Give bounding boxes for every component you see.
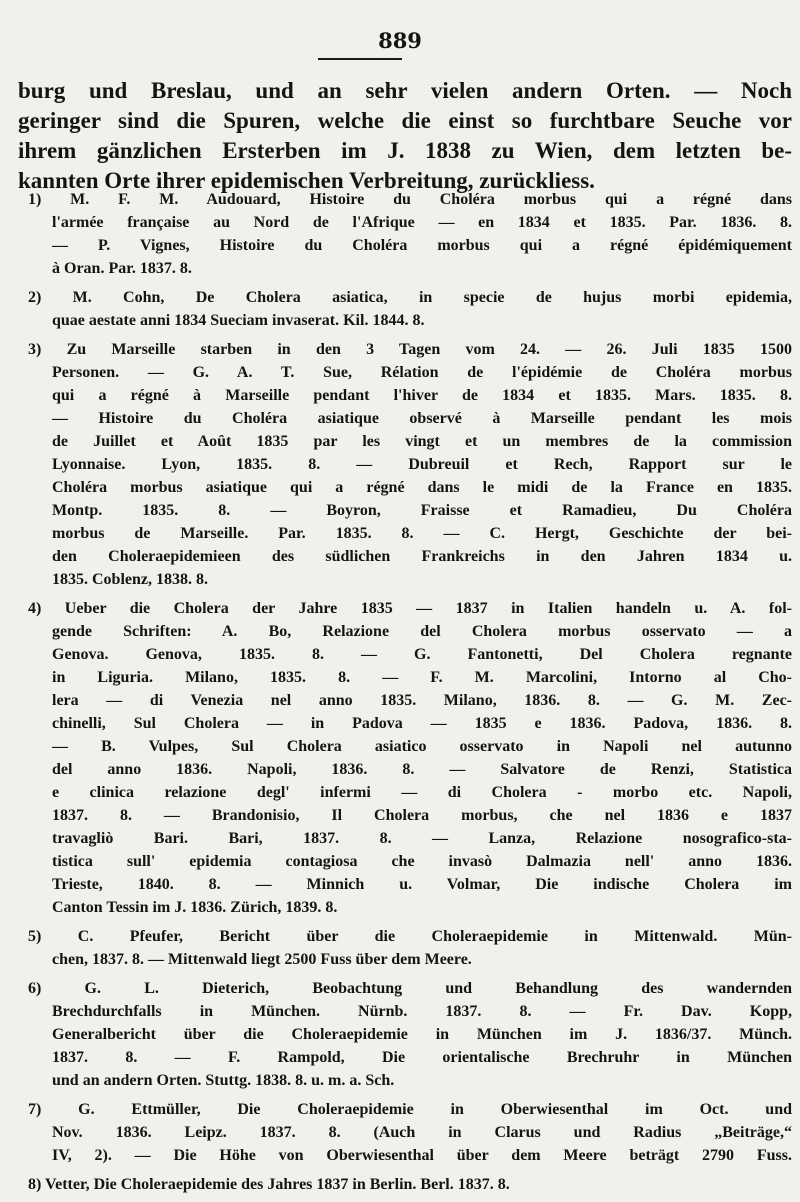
footnote-line: morbus de Marseille. Par. 1835. 8. — C. Hergt, Geschichte der bei- [52,525,792,542]
footnote-line: 2) M. Cohn, De Cholera asiatica, in specie de hujus morbi epidemia, [28,289,792,306]
footnote-line: Canton Tessin im J. 1836. Zürich, 1839. 8. [52,899,338,916]
body-line: burg und Breslau, und an sehr vielen andern Orten. — Noch [18,78,792,103]
footnote-line: 4) Ueber die Cholera der Jahre 1835 — 1837 in Italien handeln u. A. fol- [28,600,792,617]
footnote-line: qui a régné à Marseille pendant l'hiver de 1834 et 1835. Mars. 1835. 8. [52,387,792,404]
footnote-line: und an andern Orten. Stuttg. 1838. 8. u. m. a. Sch. [52,1072,395,1089]
footnote-line: Choléra morbus asiatique qui a régné dans le midi de la France en 1835. [52,479,792,496]
footnote-line: 6) G. L. Dieterich, Beobachtung und Behandlung des wandernden [28,980,792,997]
footnote-line: chinelli, Sul Cholera — in Padova — 1835 e 1836. Padova, 1836. 8. [52,715,792,732]
body-line: ihrem gänzlichen Ersterben im J. 1838 zu Wien, dem letzten be- [18,138,792,163]
page-number-rule [318,58,402,60]
footnote-line: 1) M. F. M. Audouard, Histoire du Choléra morbus qui a régné dans [28,191,792,208]
footnote-line: den Choleraepidemieen des südlichen Frankreichs in den Jahren 1834 u. [52,548,792,565]
footnote-line: Personen. — G. A. T. Sue, Rélation de l'épidémie de Choléra morbus [52,364,792,381]
footnote-line: 1837. 8. — F. Rampold, Die orientalische Brechruhr in München [52,1049,792,1066]
footnote-line: Nov. 1836. Leipz. 1837. 8. (Auch in Clarus und Radius „Beiträge,“ [52,1124,792,1141]
body-line: kannten Orte ihrer epidemischen Verbreitung, zurückliess. [18,168,595,193]
page-number: 889 [378,28,422,53]
footnote-line: lera — di Venezia nel anno 1835. Milano, 1836. 8. — G. M. Zec- [52,692,792,709]
footnote-line: de Juillet et Août 1835 par les vingt et un membres de la commission [52,433,792,450]
footnote-line: — P. Vignes, Histoire du Choléra morbus qui a régné épidémiquement [52,237,792,254]
footnote-line: chen, 1837. 8. — Mittenwald liegt 2500 Fuss über dem Meere. [52,951,472,968]
footnote-line: 1837. 8. — Brandonisio, Il Cholera morbus, che nel 1836 e 1837 [52,807,792,824]
footnote-line: 8) Vetter, Die Choleraepidemie des Jahres 1837 in Berlin. Berl. 1837. 8. [28,1176,510,1193]
footnote-line: del anno 1836. Napoli, 1836. 8. — Salvatore de Renzi, Statistica [52,761,792,778]
footnote-5 [18,925,792,971]
footnotes [18,188,792,1202]
body-line: geringer sind die Spuren, welche die einst so furchtbare Seuche vor [18,108,792,133]
footnote-line: Trieste, 1840. 8. — Minnich u. Volmar, Die indische Cholera im [52,876,792,893]
footnote-line: in Liguria. Milano, 1835. 8. — F. M. Marcolini, Intorno al Cho- [52,669,792,686]
footnote-line: quae aestate anni 1834 Sueciam invaserat. Kil. 1844. 8. [52,312,425,329]
footnote-line: tistica sull' epidemia contagiosa che invasò Dalmazia nell' anno 1836. [52,853,792,870]
footnote-line: 5) C. Pfeufer, Bericht über die Choleraepidemie in Mittenwald. Mün- [28,928,792,945]
footnote-line: 3) Zu Marseille starben in den 3 Tagen vom 24. — 26. Juli 1835 1500 [28,341,792,358]
footnote-line: 7) G. Ettmüller, Die Choleraepidemie in Oberwiesenthal im Oct. und [28,1101,792,1118]
footnote-line: Generalbericht über die Choleraepidemie in München im J. 1836/37. Münch. [52,1026,792,1043]
footnote-line: l'armée française au Nord de l'Afrique — en 1834 et 1835. Par. 1836. 8. [52,214,792,231]
footnote-line: IV, 2). — Die Höhe von Oberwiesenthal über dem Meere beträgt 2790 Fuss. [52,1147,792,1164]
body-paragraph [18,76,792,196]
footnote-line: Montp. 1835. 8. — Boyron, Fraisse et Ramadieu, Du Choléra [52,502,792,519]
footnote-7 [18,1098,792,1167]
footnote-line: e clinica relazione degl' infermi — di Cholera - morbo etc. Napoli, [52,784,792,801]
footnote-line: gende Schriften: A. Bo, Relazione del Cholera morbus osservato — a [52,623,792,640]
footnote-4 [18,597,792,919]
footnote-line: — Histoire du Choléra asiatique observé à Marseille pendant les mois [52,410,792,427]
footnote-line: travagliò Bari. Bari, 1837. 8. — Lanza, Relazione nosografico-sta- [52,830,792,847]
footnote-line: 1835. Coblenz, 1838. 8. [52,571,208,588]
footnote-line: Brechdurchfalls in München. Nürnb. 1837. 8. — Fr. Dav. Kopp, [52,1003,792,1020]
footnote-1 [18,188,792,280]
footnote-line: à Oran. Par. 1837. 8. [52,260,192,277]
footnote-6 [18,977,792,1092]
footnote-line: Genova. Genova, 1835. 8. — G. Fantonetti, Del Cholera regnante [52,646,792,663]
footnote-2 [18,286,792,332]
footnote-3 [18,338,792,591]
footnote-line: — B. Vulpes, Sul Cholera asiatico osservato in Napoli nel autunno [52,738,792,755]
footnote-line: Lyonnaise. Lyon, 1835. 8. — Dubreuil et Rech, Rapport sur le [52,456,792,473]
